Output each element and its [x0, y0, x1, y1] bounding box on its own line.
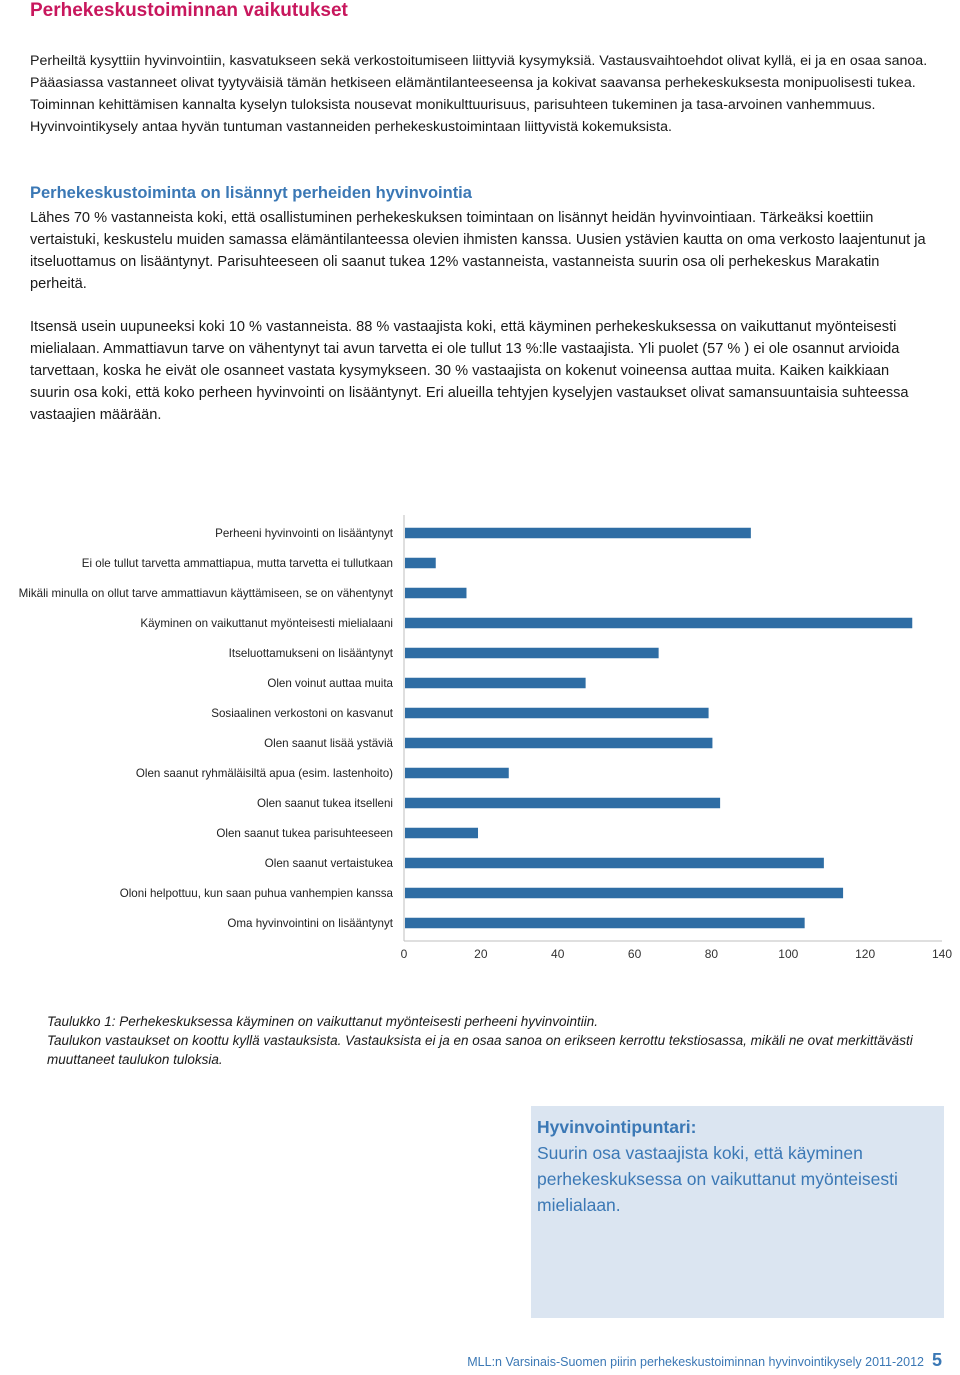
chart-caption: [47, 1012, 927, 1069]
category-label: Olen saanut lisää ystäviä: [264, 737, 393, 750]
bar: [405, 858, 824, 869]
bar-chart: [0, 515, 960, 975]
section-paragraph-1: Lähes 70 % vastanneista koki, että osallistuminen perhekeskuksen toimintaan on lisännyt heidän hyvinvointiaan. Tärkeäksi koettiin vertaistuki, keskustelu muiden samassa elämäntilanteessa olevien ihmisten kanssa. Uusien ystävien kautta on oma verkosto laajentunut ja itseluottamus on lisääntynyt. Parisuhteeseen oli saanut tukea 12% vastanneista, vastanneista suurin osa oli perhekeskus Marakatin perheitä.: [30, 210, 926, 292]
bar: [405, 798, 720, 809]
category-label: Ei ole tullut tarvetta ammattiapua, mutta tarvetta ei tullutkaan: [81, 557, 393, 570]
page-heading: Perhekeskustoiminnan vaikutukset: [30, 0, 348, 21]
section-heading: Perhekeskustoiminta on lisännyt perheiden hyvinvointia: [30, 184, 472, 202]
callout-box: [531, 1106, 944, 1318]
category-label: Perheeni hyvinvointi on lisääntynyt: [215, 527, 393, 540]
bar: [405, 708, 709, 719]
x-tick-label: 0: [400, 947, 408, 961]
bar: [405, 618, 912, 629]
bar: [405, 768, 509, 779]
category-label: Olen saanut vertaistukea: [264, 857, 393, 870]
bar: [405, 918, 805, 929]
category-label: Käyminen on vaikuttanut myönteisesti mielialaani: [140, 617, 393, 630]
section-paragraph-2: Itsensä usein uupuneeksi koki 10 % vastanneista. 88 % vastaajista koki, että käyminen perhekeskuksessa on vaikuttanut myönteisesti mielialaan. Ammattiavun tarve on vähentynyt tai avun tarvetta ei ole tullut 13 %:lle vastaajista. Yli puolet (57 % ) ei ole osannut arvioida tarvettaan, koska he eivät ole osanneet vastata kysymykseen. 30 % vastaajista on kokenut voineensa auttaa muita. Kaiken kaikkiaan suurin osa koki, että koko perheen hyvinvointi on lisääntynyt. Eri alueilla tehtyjen kyselyjen vastaukset olivat samansuuntaisia suhteessa vastaajien määrään.: [30, 319, 909, 423]
x-tick-label: 20: [474, 947, 488, 961]
caption-line-1: Taulukko 1: Perhekeskuksessa käyminen on vaikuttanut myönteisesti perheeni hyvinvointiin.: [47, 1014, 599, 1029]
category-label: Olen saanut ryhmäläisiltä apua (esim. lastenhoito): [135, 767, 393, 780]
x-tick-label: 140: [931, 947, 953, 961]
page-footer: [467, 1350, 942, 1371]
callout-title: Hyvinvointipuntari:: [537, 1117, 697, 1137]
x-tick-label: 80: [704, 947, 719, 961]
x-tick-label: 120: [855, 947, 876, 961]
bar: [405, 738, 712, 749]
x-tick-label: 40: [551, 947, 565, 961]
category-label: Sosiaalinen verkostoni on kasvanut: [211, 707, 393, 720]
bar: [405, 558, 436, 569]
category-label: Mikäli minulla on ollut tarve ammattiavun käyttämiseen, se on vähentynyt: [18, 587, 393, 600]
bar-chart-svg: [0, 515, 960, 975]
callout-text: Suurin osa vastaajista koki, että käyminen perhekeskuksessa on vaikuttanut myönteisesti mielialaan.: [537, 1143, 898, 1215]
bar: [405, 588, 466, 599]
bar: [405, 648, 659, 659]
category-label: Olen saanut tukea parisuhteeseen: [216, 827, 393, 840]
bar: [405, 678, 586, 689]
footer-text: MLL:n Varsinais-Suomen piirin perhekeskustoiminnan hyvinvointikysely 2011-2012: [467, 1355, 924, 1369]
category-label: Itseluottamukseni on lisääntynyt: [228, 647, 393, 660]
category-label: Olen voinut auttaa muita: [267, 677, 393, 690]
category-label: Oma hyvinvointini on lisääntynyt: [227, 917, 393, 930]
x-tick-label: 100: [778, 947, 799, 961]
bar: [405, 888, 843, 899]
intro-paragraph-1: Perheiltä kysyttiin hyvinvointiin, kasvatukseen sekä verkostoitumiseen liittyviä kysymyksiä. Vastausvaihtoehdot olivat kyllä, ei ja en osaa sanoa. Pääasiassa vastanneet olivat tyytyväisiä tämän hetkiseen elämäntilanteeseensa ja kokivat saavansa perhekeskuksesta monipuolisesti tukea.: [30, 53, 928, 91]
category-label: Olen saanut tukea itselleni: [257, 797, 393, 810]
x-tick-label: 60: [627, 947, 642, 961]
category-label: Oloni helpottuu, kun saan puhua vanhempien kanssa: [119, 887, 393, 900]
intro-paragraph-2: Toiminnan kehittämisen kannalta kyselyn tuloksista nousevat monikulttuurisuus, parisuhteen tukeminen ja tasa-arvoinen vanhemmuus. Hyvinvointikysely antaa hyvän tuntuman vastanneiden perhekeskustoimintaan liittyvistä kokemuksista.: [30, 97, 876, 135]
caption-line-2: Taulukon vastaukset on koottu kyllä vastauksista. Vastauksista ei ja en osaa sanoa on erikseen kerrottu tekstiosassa, mikäli ne ovat merkittävästi muuttaneet taulukon tuloksia.: [47, 1033, 913, 1067]
bar: [405, 528, 751, 539]
bar: [405, 828, 478, 839]
page-number: 5: [931, 1350, 942, 1370]
